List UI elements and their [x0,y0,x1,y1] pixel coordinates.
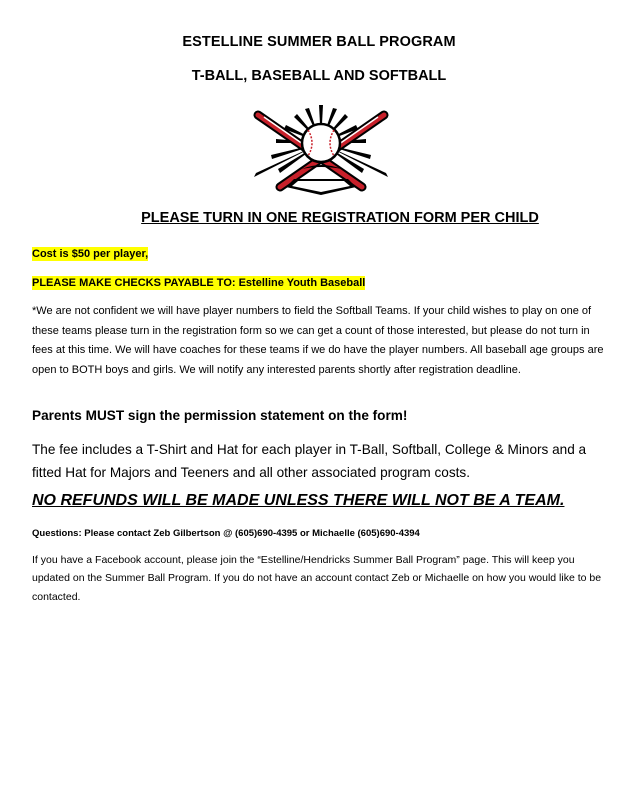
parents-permission-line: Parents MUST sign the permission statement on the form! [32,408,408,423]
fee-paragraph: The fee includes a T-Shirt and Hat for each player in T-Ball, Softball, College & Minors and a fitted Hat for Majors and Teeners and all other associated program costs. [32,442,587,480]
program-subtitle: T-BALL, BASEBALL AND SOFTBALL [191,68,447,84]
softball-notice-paragraph: *We are not confident we will have player numbers to field the Softball Teams. If your child wishes to play on one of these teams please turn in the registration form so we can get a count of those interested, but please do not turn in fees at this time. We will have coaches for these teams if we do have the player numbers. All baseball age groups are open to BOTH boys and girls. We will notify any interested parents shortly after registration deadline. [32,305,604,376]
registration-heading: PLEASE TURN IN ONE REGISTRATION FORM PER CHILD [141,210,539,226]
cost-line: Cost is $50 per player, [32,248,149,260]
checks-payable-line: PLEASE MAKE CHECKS PAYABLE TO: Estelline Youth Baseball [32,277,366,289]
facebook-paragraph: If you have a Facebook account, please join the “Estelline/Hendricks Summer Ball Program” page. This will keep you updated on the Summer Ball Program. If you do not have an account contact Zeb or Michaelle on how you would like to be contacted. [32,554,602,603]
baseball-bats-home-plate-logo-icon [250,103,392,198]
refund-policy-line: NO REFUNDS WILL BE MADE UNLESS THERE WILL NOT BE A TEAM. [32,492,565,509]
program-title: ESTELLINE SUMMER BALL PROGRAM [182,34,456,50]
questions-contact-line: Questions: Please contact Zeb Gilbertson @ (605)690-4395 or Michaelle (605)690-4394 [32,528,420,539]
